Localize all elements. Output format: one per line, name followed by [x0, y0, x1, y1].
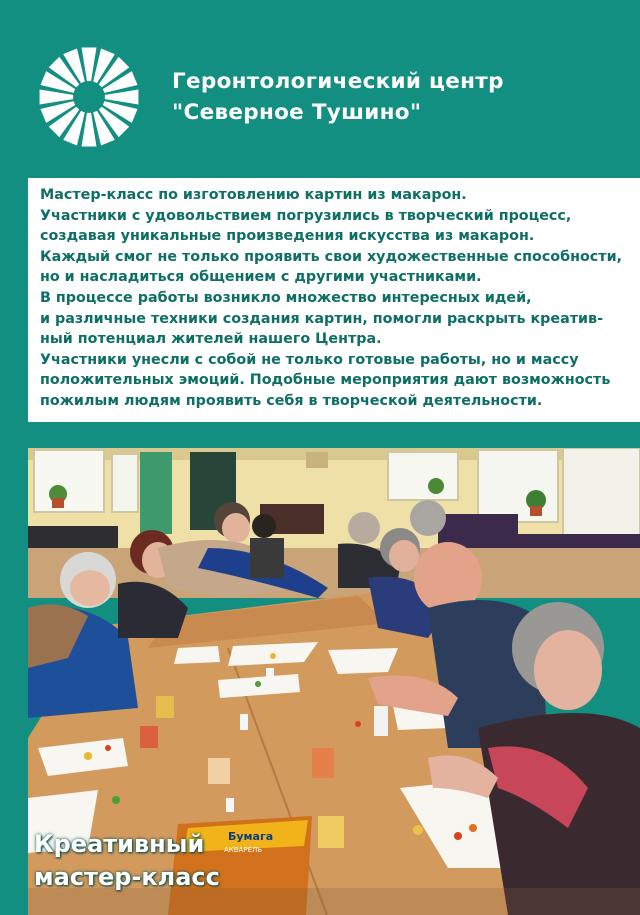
logo-ray	[82, 48, 97, 82]
paint-box-sublabel: АКВАРЕЛЬ	[224, 846, 263, 854]
photo-caption	[34, 828, 220, 894]
description-line: положительных эмоций. Подобные мероприятия дают возможность	[40, 372, 611, 389]
description-box	[28, 178, 640, 422]
description-line: Участники унесли с собой не только готовые работы, но и массу	[40, 351, 579, 368]
description-line: В процессе работы возникло множество интересных идей,	[40, 289, 532, 306]
description-line: ный потенциал жителей нашего Центра.	[40, 331, 382, 348]
description-line: создавая уникальные произведения искусства из макарон.	[40, 228, 535, 245]
description-line: Участники с удовольствием погрузились в творческий процесс,	[40, 207, 572, 224]
description-line: Мастер-класс по изготовлению картин из макарон.	[40, 187, 467, 203]
workshop-photo	[28, 448, 640, 915]
description-line: и различные техники создания картин, помогли раскрыть креатив-	[40, 310, 604, 327]
description-line: но и насладиться общением с другими участниками.	[40, 269, 482, 286]
description-line: Каждый смог не только проявить свои художественные способности,	[40, 248, 623, 265]
paint-box-label: Бумага	[228, 830, 274, 843]
header	[0, 0, 640, 170]
logo-ray	[105, 90, 139, 105]
organization-title	[172, 66, 612, 128]
description-text	[40, 185, 622, 412]
organization-title-line1: Геронтологический центр	[172, 69, 504, 94]
photo-caption-line1: Креативный	[34, 830, 205, 858]
description-line: пожилым людям проявить себя в творческой деятельности.	[40, 392, 543, 409]
photo-caption-line2: мастер-класс	[34, 863, 220, 891]
logo-ray	[40, 90, 74, 105]
sunburst-logo-icon	[34, 42, 144, 152]
organization-title-line2: "Северное Тушино"	[172, 100, 422, 125]
logo-ray	[82, 113, 97, 147]
